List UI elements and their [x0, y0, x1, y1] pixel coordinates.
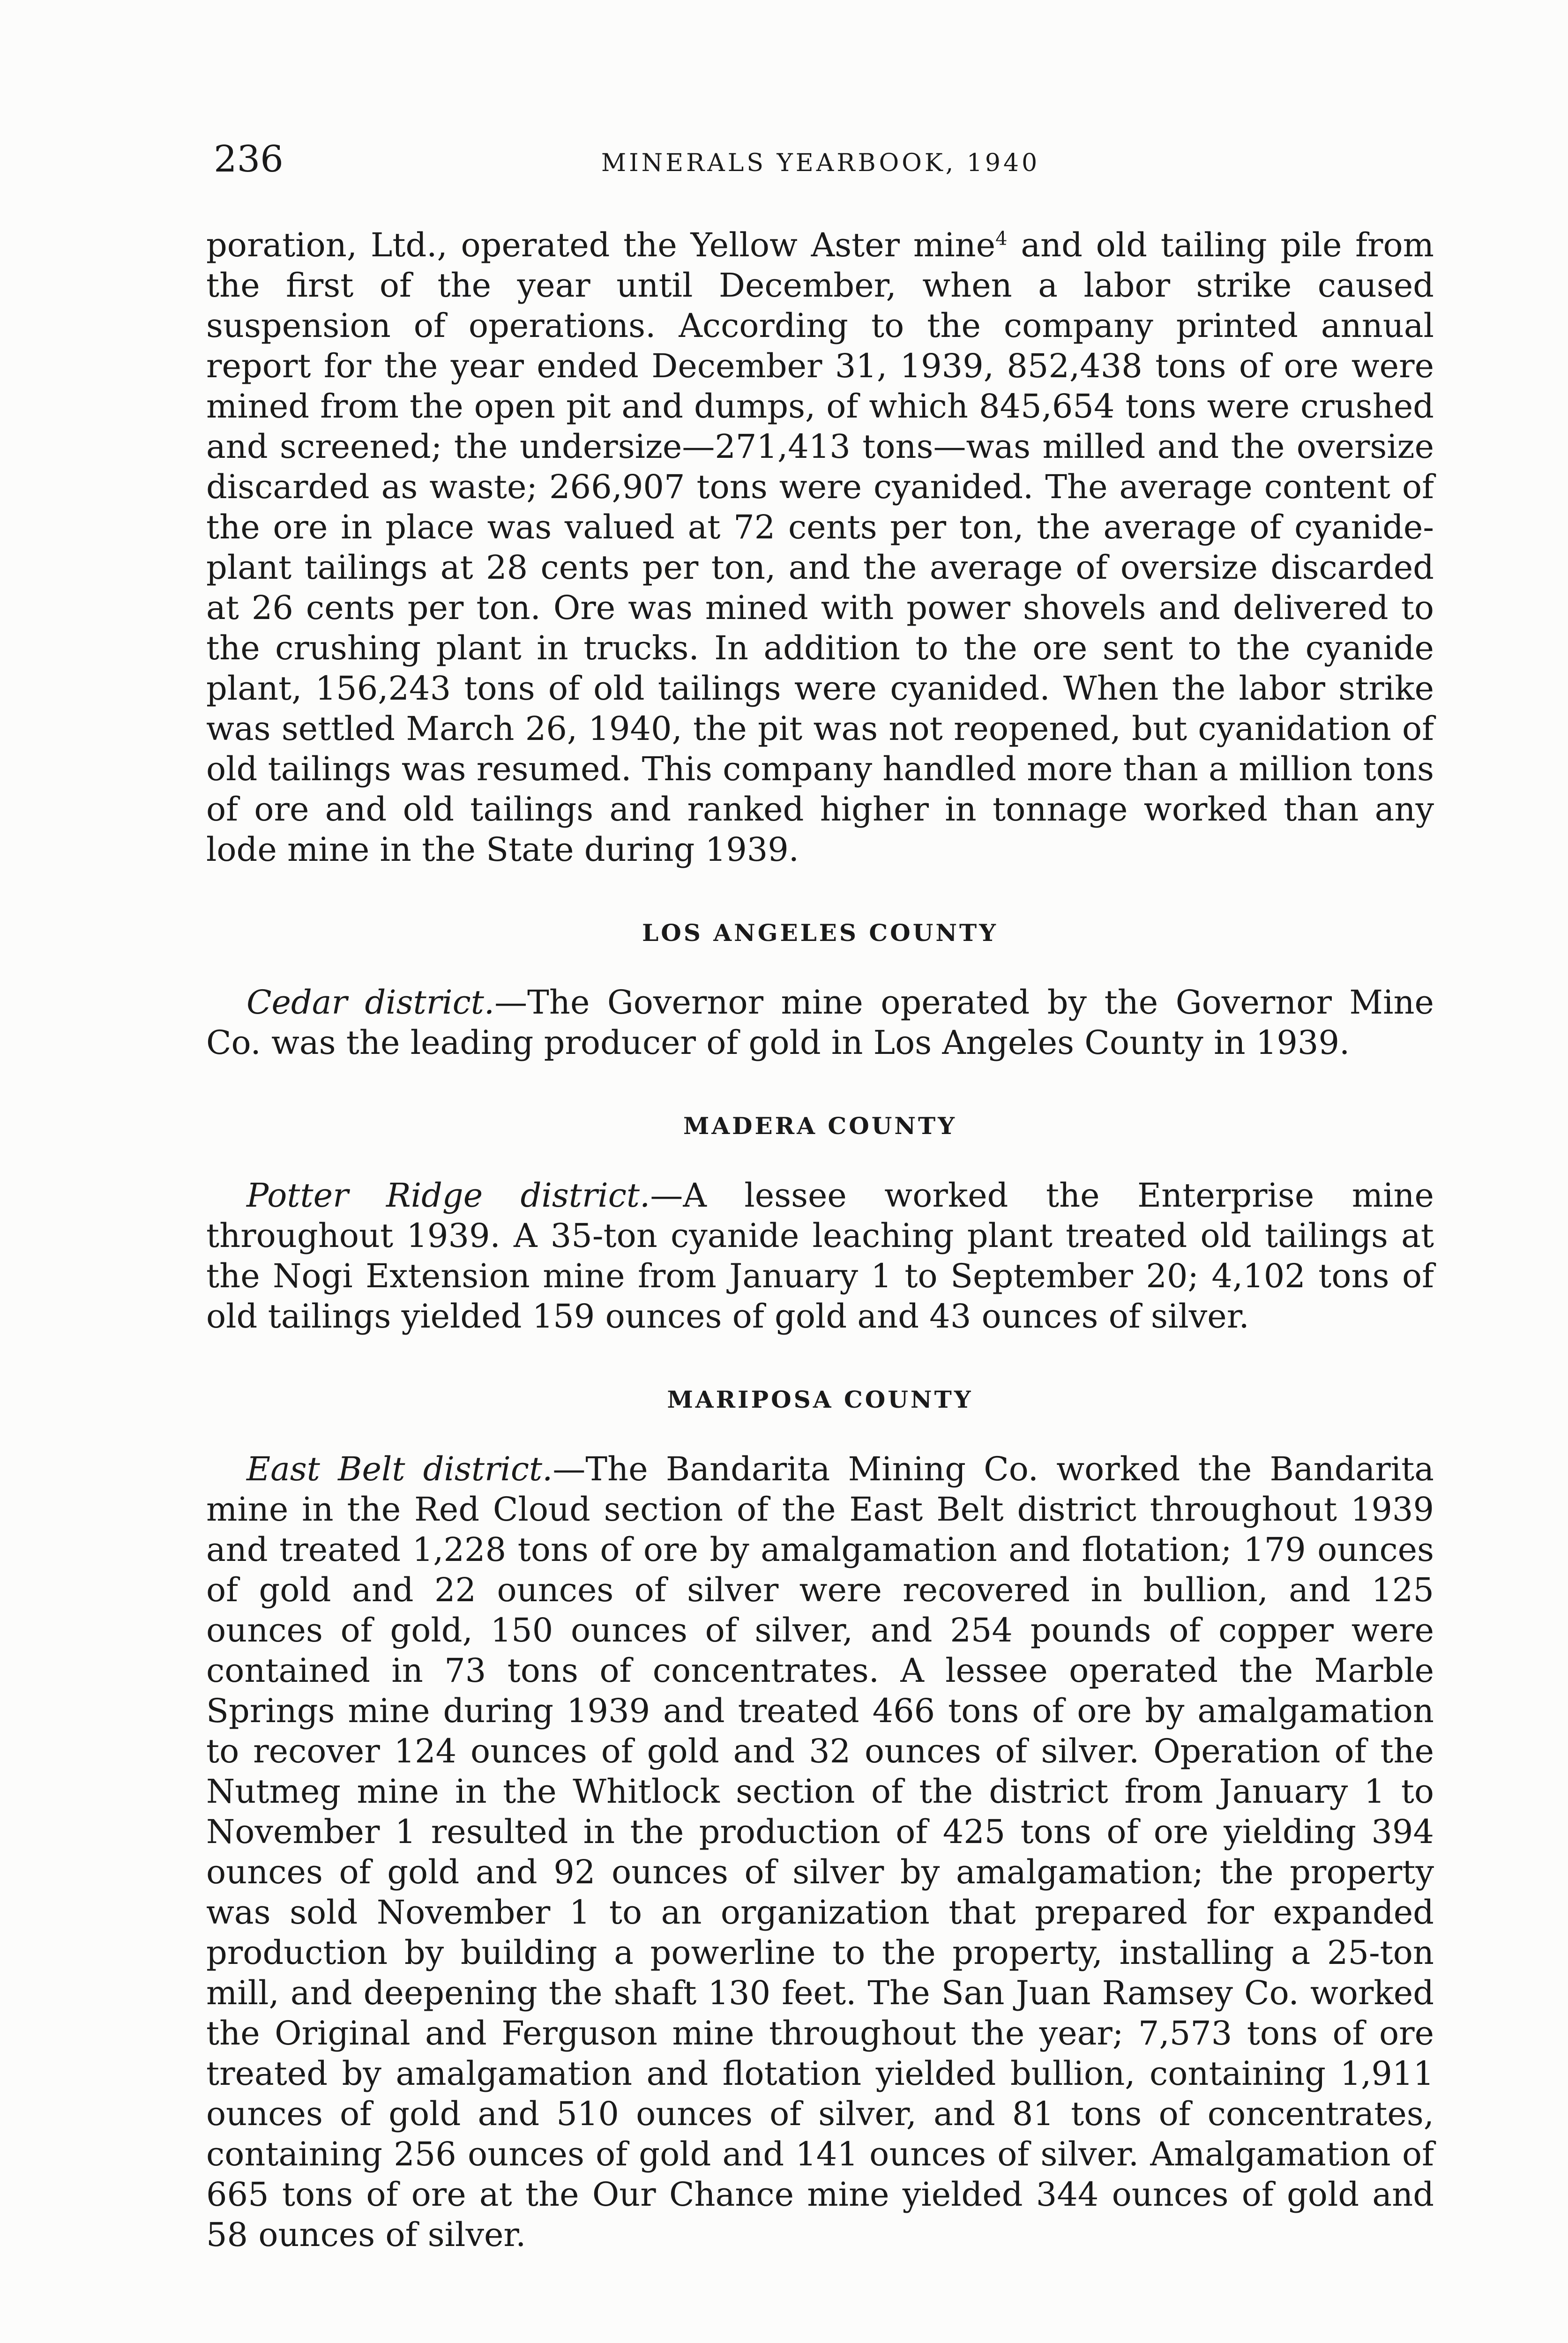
section-heading-madera: MADERA COUNTY — [683, 1112, 957, 1140]
section-heading-mariposa: MARIPOSA COUNTY — [667, 1386, 973, 1413]
paragraph-text-start: poration, Ltd., operated the Yellow Aster mine — [206, 226, 996, 264]
district-text: —The Bandarita Mining Co. worked the Bandarita mine in the Red Cloud section of the East Belt district throughout 1939 and treated 1,228 tons of ore by amalgamation and flotation; 179 ounces of gold and 22 ounces of silver were recovered in bullion, and 125 ounces of gold, 150 ounces of silver, and 254 pounds of copper were contained in 73 tons of concentrates. A lessee operated the Marble Springs mine during 1939 and treated 466 tons of ore by amalgamation to recover 124 ounces of gold and 32 ounces of silver. Operation of the Nutmeg mine in the Whitlock section of the district from January 1 to November 1 resulted in the production of 425 tons of ore yielding 394 ounces of gold and 92 ounces of silver by amalgamation; the property was sold November 1 to an organization that prepared for expanded production by building a powerline to the property, installing a 25-ton mill, and deepening the shaft 130 feet. The San Juan Ramsey Co. worked the Original and Ferguson mine throughout the year; 7,573 tons of ore treated by amalgamation and flotation yielded bullion, containing 1,911 ounces of gold and 510 ounces of silver, and 81 tons of concentrates, containing 256 ounces of gold and 141 ounces of silver. Amalgamation of 665 tons of ore at the Our Chance mine yielded 344 ounces of gold and 58 ounces of silver. — [206, 1450, 1434, 2254]
section-heading-los-angeles: LOS ANGELES COUNTY — [642, 919, 998, 947]
page-number: 236 — [214, 138, 284, 180]
paragraph-text-rest: and old tailing pile from the first of the year until December, when a labor strike caused suspension of operations. According to the company printed annual report for the year ended December 31, 1939, 852,438 tons of ore were mined from the open pit and dumps, of which 845,654 tons were crushed and screened; the undersize—271,413 tons—was milled and the oversize discarded as waste; 266,907 tons were cyanided. The average content of the ore in place was valued at 72 cents per ton, the average of cyanide-plant tailings at 28 cents per ton, and the average of oversize discarded at 26 cents per ton. Ore was mined with power shovels and delivered to the crushing plant in trucks. In addition to the ore sent to the cyanide plant, 156,243 tons of old tailings were cyanided. When the labor strike was settled March 26, 1940, the pit was not reopened, but cyanidation of old tailings was resumed. This company handled more than a million tons of ore and old tailings and ranked higher in tonnage worked than any lode mine in the State during 1939. — [206, 226, 1434, 869]
district-name: Potter Ridge district. — [246, 1176, 650, 1215]
page-header — [214, 136, 1427, 187]
district-text: —The Governor mine operated by the Governor Mine Co. was the leading producer of gold in Los Angeles County in 1939. — [206, 983, 1434, 1062]
district-name: Cedar district. — [246, 983, 495, 1022]
footnote-reference: 4 — [995, 228, 1008, 250]
running-title: MINERALS YEARBOOK, 1940 — [601, 149, 1040, 177]
district-text: —A lessee worked the Enterprise mine throughout 1939. A 35-ton cyanide leaching plant treated old tailings at the Nogi Extension mine from January 1 to September 20; 4,102 tons of old tailings yielded 159 ounces of gold and 43 ounces of silver. — [206, 1176, 1434, 1336]
district-name: East Belt district. — [246, 1450, 553, 1488]
paragraph-east-belt-district — [206, 1449, 1434, 2255]
paragraph-yellow-aster — [206, 225, 1434, 870]
body-text — [206, 225, 1434, 2255]
paragraph-potter-ridge-district — [206, 1175, 1434, 1336]
paragraph-cedar-district — [206, 982, 1434, 1063]
